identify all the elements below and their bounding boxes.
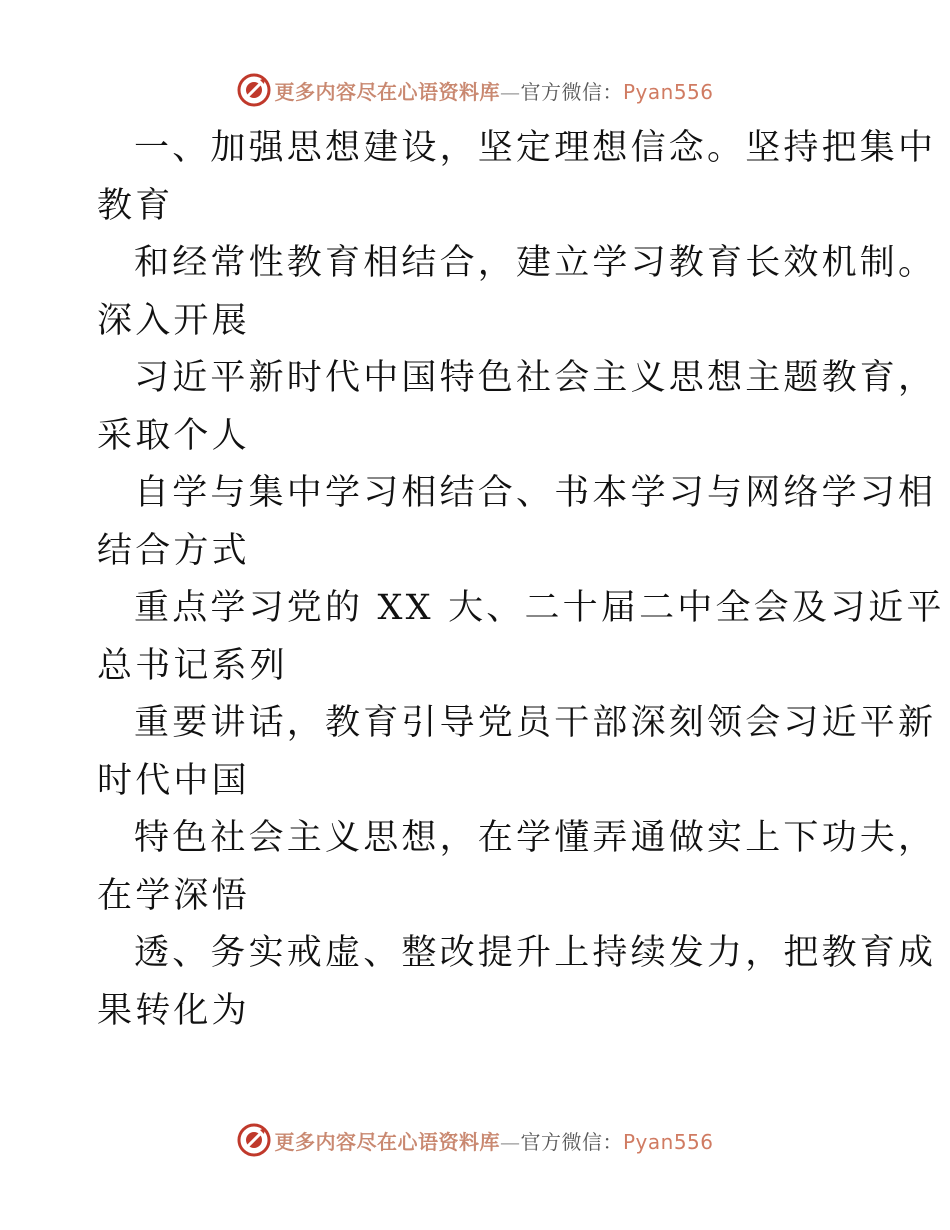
header-banner-text [274, 76, 713, 105]
footer-banner-main: 更多内容尽在心语资料库 [274, 1129, 500, 1154]
body-line: 习近平新时代中国特色社会主义思想主题教育， [134, 358, 937, 398]
footer-wechat-label: 官方微信： [520, 1129, 623, 1154]
body-line: 透、务实戒虚、整改提升上持续发力，把教育成 [134, 933, 937, 973]
brand-logo-icon [236, 1122, 272, 1158]
header-banner-main: 更多内容尽在心语资料库 [274, 79, 500, 104]
body-line: 果转化为 [97, 990, 250, 1031]
body-line: 自学与集中学习相结合、书本学习与网络学习相 [134, 473, 937, 513]
brand-logo-icon [236, 72, 272, 108]
footer-banner-dash: — [499, 1129, 521, 1154]
body-line: 总书记系列 [97, 645, 289, 686]
body-line: 特色社会主义思想，在学懂弄通做实上下功夫， [134, 818, 937, 858]
body-line: 采取个人 [97, 415, 250, 456]
body-line: 一、加强思想建设，坚定理想信念。坚持把集中 [134, 128, 937, 168]
body-line: 在学深悟 [97, 875, 250, 916]
header-banner [0, 70, 950, 110]
footer-banner [0, 1120, 950, 1160]
header-banner-dash: — [499, 79, 521, 104]
document-body [97, 120, 945, 1040]
body-line: 结合方式 [97, 530, 250, 571]
body-line: 时代中国 [97, 760, 250, 801]
header-wechat-id: Pyan556 [622, 79, 714, 104]
footer-wechat-id: Pyan556 [622, 1129, 714, 1154]
body-line: 和经常性教育相结合，建立学习教育长效机制。 [134, 243, 937, 283]
body-line: 重要讲话，教育引导党员干部深刻领会习近平新 [134, 703, 937, 743]
body-line: 教育 [97, 185, 174, 226]
footer-banner-text [274, 1126, 713, 1155]
body-line: 深入开展 [97, 300, 250, 341]
header-wechat-label: 官方微信： [520, 79, 623, 104]
body-line: 重点学习党的 XX 大、二十届二中全会及习近平 [134, 588, 945, 628]
